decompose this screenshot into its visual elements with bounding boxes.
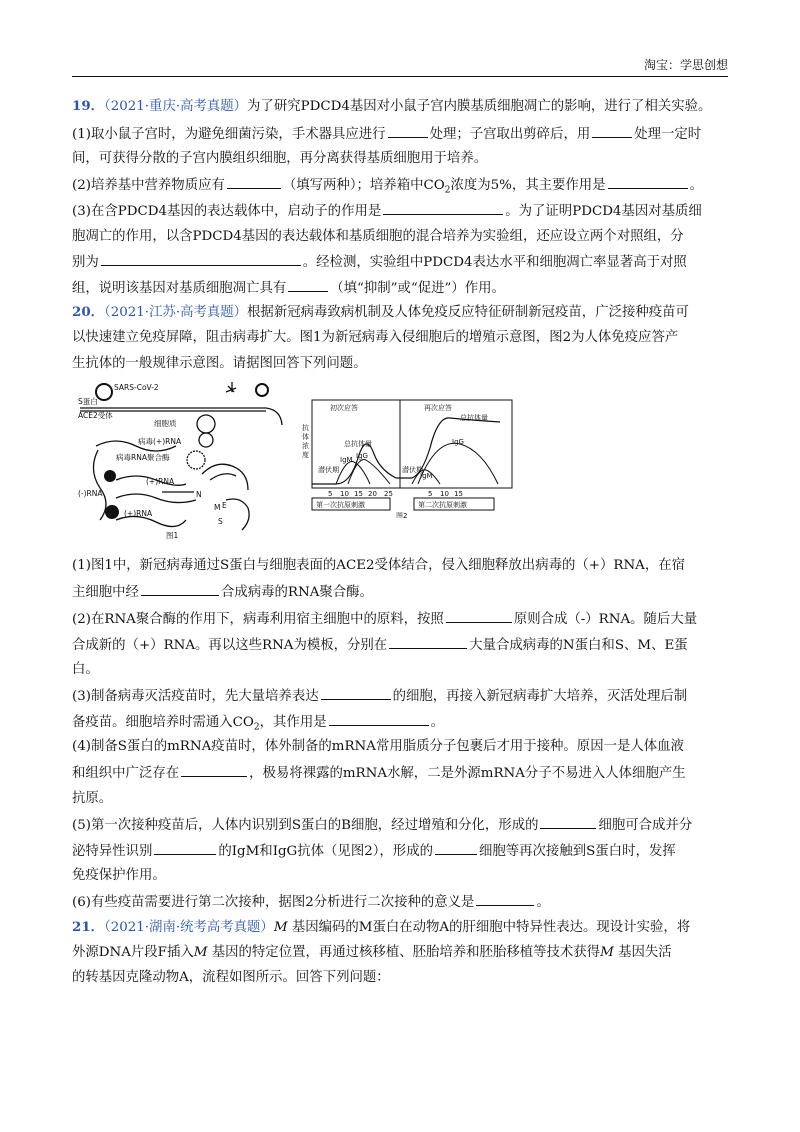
q20-p5f: 免疫保护作用。 (72, 868, 166, 883)
svg-text:潜伏期: 潜伏期 (402, 466, 423, 474)
q20-source: （2021·江苏·高考真题） (104, 305, 248, 320)
q20-p2c: 合成新的（+）RNA。再以这些RNA为模板，分别在 大量合成病毒的N蛋白和S、M、E蛋 (72, 635, 732, 656)
er-membrane (202, 464, 248, 490)
svg-text:病毒RNA聚合酶: 病毒RNA聚合酶 (116, 453, 170, 462)
svg-text:度: 度 (302, 451, 309, 459)
svg-text:总抗体量: 总抗体量 (460, 414, 488, 422)
q20-p3a: (3)制备病毒灭活疫苗时，先大量培养表达 的细胞，再接入新冠病毒扩大培养，灭活处理后制 (72, 686, 732, 707)
answer-blank[interactable] (435, 841, 477, 855)
virus-icon (96, 384, 112, 400)
q20-p4b: 和组织中广泛存在 ，极易将裸露的mRNA水解，二是外源mRNA分子不易进入人体细胞产生 (72, 763, 732, 784)
q19-source: （2021·重庆·高考真题） (104, 99, 248, 114)
q19-line8: 组，说明该基因对基质细胞凋亡具有 （填“抑制”或“促进”）作用。 (72, 278, 732, 299)
figure-1-diagram (76, 380, 286, 540)
svg-text:(+)RNA: (+)RNA (146, 477, 175, 486)
answer-blank[interactable] (389, 635, 467, 649)
q20-line1: 20．（2021·江苏·高考真题）根据新冠病毒致病机制及人体免疫反应特征研制新冠疫苗，广泛接种疫苗可 (72, 304, 689, 320)
primary-response-label: 初次应答 (330, 404, 358, 412)
q19-line7: 别为 。经检测，实验组中PDCD4表达水平和细胞凋亡率显著高于对照 (72, 252, 732, 273)
answer-blank[interactable] (388, 124, 428, 138)
svg-text:5: 5 (328, 490, 333, 498)
q20-p6a: (6)有些疫苗需要进行第二次接种，据图2分析进行二次接种的意义是 。 (72, 892, 732, 913)
q21-line3: 的转基因克隆动物A，流程如图所示。回答下列问题： (72, 970, 390, 985)
svg-text:E: E (222, 501, 227, 510)
q20-number: 20． (72, 304, 105, 320)
q19-line6: 胞凋亡的作用，以含PDCD4基因的表达载体和基质细胞的混合培养为实验组，还应设立两个对照组，分 (72, 229, 684, 244)
answer-blank[interactable] (288, 278, 328, 292)
answer-blank[interactable] (592, 124, 632, 138)
svg-text:20: 20 (368, 490, 377, 498)
answer-blank[interactable] (540, 815, 596, 829)
figure-2-chart (300, 398, 520, 518)
svg-text:15: 15 (354, 490, 363, 498)
q20-p5a: (5)第一次接种疫苗后，人体内识别到S蛋白的B细胞，经过增殖和分化，形成的 细胞可合成并分 (72, 815, 732, 836)
svg-text:潜伏期: 潜伏期 (318, 466, 339, 474)
page-header (72, 54, 728, 77)
ribosome-icon (104, 470, 116, 482)
answer-blank[interactable] (608, 175, 688, 189)
q19-line1: 19．（2021·重庆·高考真题）为了研究PDCD4基因对小鼠子宫内膜基质细胞凋亡的影响，进行了相关实验。 (72, 98, 712, 114)
answer-blank[interactable] (101, 252, 301, 266)
svg-text:体: 体 (302, 433, 309, 441)
virus-icon (187, 451, 205, 469)
answer-blank[interactable] (181, 763, 247, 777)
q20-p1b: 主细胞中经 合成病毒的RNA聚合酶。 (72, 582, 732, 603)
q21-number: 21． (72, 919, 105, 935)
answer-blank[interactable] (383, 201, 503, 215)
svg-text:细胞质: 细胞质 (154, 419, 177, 428)
svg-text:IgG: IgG (356, 452, 368, 460)
svg-text:IgM: IgM (340, 456, 353, 464)
igg-curve-1 (348, 460, 390, 485)
answer-blank[interactable] (329, 712, 429, 726)
q19-number: 19． (72, 98, 105, 114)
q21-source: （2021·湖南·统考高考真题） (104, 920, 274, 935)
svg-text:10: 10 (440, 490, 449, 498)
svg-text:IgM: IgM (420, 472, 433, 480)
q19-line2: (1)取小鼠子宫时，为避免细菌污染，手术器具应进行 处理；子宫取出剪碎后，用 处理一定时 (72, 124, 732, 145)
svg-text:M: M (214, 503, 221, 512)
q20-p4d: 抗原。 (72, 791, 113, 806)
svg-text:(-)RNA: (-)RNA (78, 489, 103, 498)
svg-text:IgG: IgG (452, 438, 464, 446)
q20-line2: 以快速建立免疫屏障，阻击病毒扩大。图1为新冠病毒入侵细胞后的增殖示意图，图2为人体免疫应答产 (72, 330, 679, 345)
q21-line1: 21．（2021·湖南·统考高考真题）M 基因编码的M蛋白在动物A的肝细胞中特异性表达。现设计实验，将 (72, 919, 691, 935)
svg-text:10: 10 (340, 490, 349, 498)
svg-text:5: 5 (428, 490, 433, 498)
svg-text:第二次抗原刺激: 第二次抗原刺激 (418, 501, 467, 509)
svg-text:第一次抗原刺激: 第一次抗原刺激 (316, 501, 365, 509)
svg-text:S蛋白: S蛋白 (78, 397, 98, 406)
q20-line3: 生抗体的一般规律示意图。请据图回答下列问题。 (72, 356, 367, 371)
svg-text:抗: 抗 (302, 424, 309, 432)
q20-p2e: 白。 (72, 662, 99, 677)
q20-p5c: 泌特异性识别 的IgM和IgG抗体（见图2），形成的 细胞等再次接触到S蛋白时，发挥 (72, 841, 732, 862)
figure-1-caption: 图1 (166, 531, 179, 540)
q19-line4: (2)培养基中营养物质应有 （填写两种）；培养箱中$CO_2$浓度为5%，其主要作用是 。 (72, 175, 732, 196)
svg-text:病毒(+)RNA: 病毒(+)RNA (138, 437, 182, 446)
svg-text:15: 15 (454, 490, 463, 498)
q19-line5: (3)在含PDCD4基因的表达载体中，启动子的作用是 。为了证明PDCD4基因对基质细 (72, 201, 732, 222)
virus-icon (197, 415, 215, 433)
answer-blank[interactable] (154, 841, 216, 855)
figure-2-caption: 图2 (396, 512, 408, 518)
q20-p1a: (1)图1中，新冠病毒通过S蛋白与细胞表面的ACE2受体结合，侵入细胞释放出病毒的（+）RNA，在宿 (72, 558, 686, 573)
virus-icon (256, 384, 268, 396)
q21-line2: 外源DNA片段F插入M 基因的特定位置，再通过核移植、胚胎培养和胚胎移植等技术获得M 基因失活 (72, 945, 672, 960)
q19-line3: 间，可获得分散的子宫内膜组织细胞，再分离获得基质细胞用于培养。 (72, 151, 488, 166)
secondary-response-label: 再次应答 (424, 404, 452, 412)
answer-blank[interactable] (227, 175, 281, 189)
svg-text:(+)RNA: (+)RNA (124, 509, 153, 518)
svg-text:S: S (218, 517, 223, 526)
q20-p2a: (2)在RNA聚合酶的作用下，病毒利用宿主细胞中的原料，按照 原则合成（-）RNA。随后大量 (72, 609, 732, 630)
answer-blank[interactable] (476, 892, 534, 906)
q20-p4a: (4)制备S蛋白的mRNA疫苗时，体外制备的mRNA常用脂质分子包裹后才用于接种。原因一是人体血液 (72, 739, 684, 754)
svg-text:浓: 浓 (302, 442, 309, 450)
svg-text:总抗体量: 总抗体量 (344, 440, 372, 448)
ribosome-icon (105, 505, 119, 519)
answer-blank[interactable] (321, 686, 391, 700)
header-text: 淘宝：学思创想 (643, 58, 728, 72)
answer-blank[interactable] (141, 582, 219, 596)
q20-p3c: 备疫苗。细胞培养时需通入$CO_2$，其作用是 。 (72, 712, 732, 733)
svg-text:N: N (196, 490, 202, 499)
answer-blank[interactable] (446, 609, 512, 623)
svg-text:ACE2受体: ACE2受体 (78, 411, 113, 420)
svg-text:25: 25 (384, 490, 393, 498)
svg-text:SARS-CoV-2: SARS-CoV-2 (114, 383, 159, 392)
